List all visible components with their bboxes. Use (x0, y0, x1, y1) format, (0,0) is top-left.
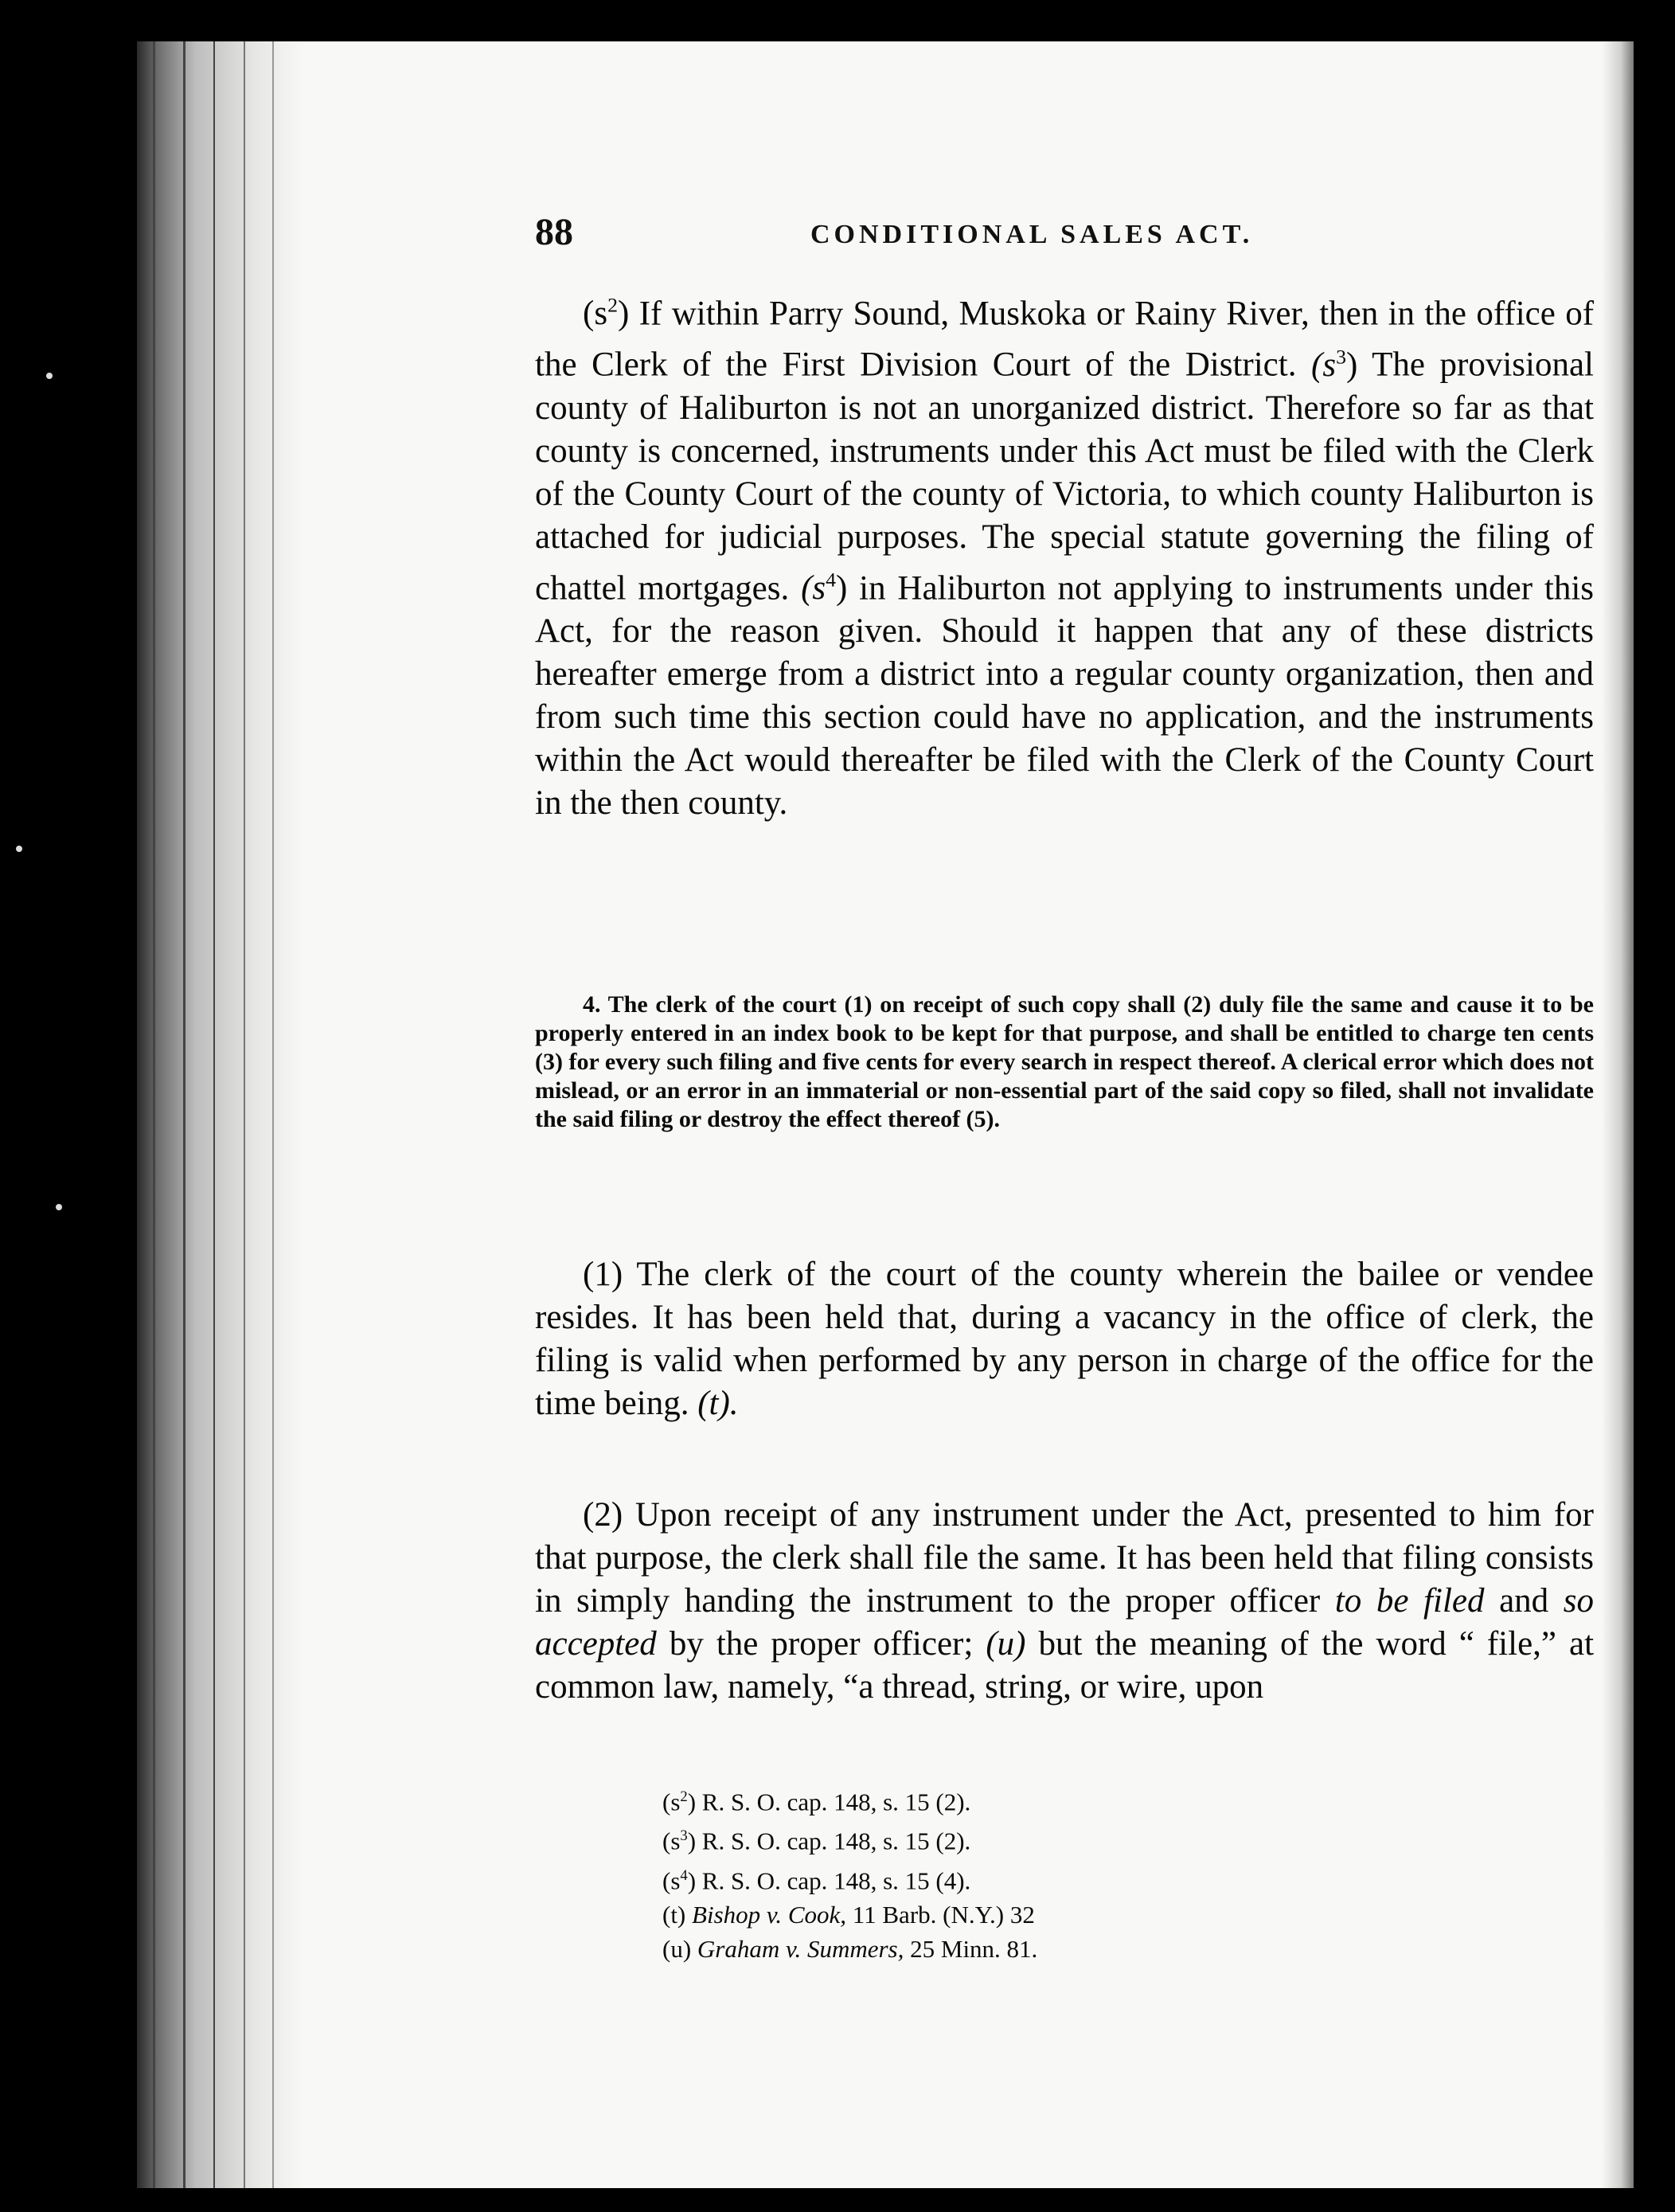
commentary-paragraph-3: (2) Upon receipt of any instrument under the Act, presented to him for that purpose, the clerk shall file the same. It has been held that filing consists in simply handing the instrument to the proper officer to be filed and so accepted by the proper officer; (u) but the meaning of the word “ file,” at common law, namely, “a thread, string, or wire, upon (535, 1496, 1595, 1706)
commentary-paragraph-2 (535, 1253, 1594, 1425)
paragraph-text: (2) Upon receipt of any instrument under the Act, presented to him for that purpose, the clerk shall file the same. It has been held that filing consists in simply handing the instrument to the proper officer (535, 1496, 1594, 1620)
ref-marker: $(s^3)$ (1311, 345, 1358, 384)
ref-marker: $(s^2)$ (583, 294, 630, 333)
footnote: $(s^3)$ R. S. O. cap. 148, s. 15 (2). (662, 1827, 971, 1855)
page-edge-shadow (1602, 41, 1634, 2188)
emphasis-text: to be filed (1334, 1582, 1485, 1620)
footnotes (535, 1780, 1594, 1966)
scan-speck (46, 373, 53, 379)
ref-marker: (u) (986, 1625, 1026, 1663)
book-page (137, 41, 1634, 2188)
commentary-paragraph-1 (535, 284, 1594, 825)
paragraph-text: (1) The clerk of the court of the county wherein the bailee or vendee resides. It has been held that, during a vacancy in the office of clerk, the filing is valid when performed by any person in charge of the office for the time being. (535, 1256, 1594, 1422)
section-text: The clerk of the court (1) on receipt of such copy shall (2) duly file the same and cause it to be properly entered in an index book to be kept for that purpose, and shall be entitled to charge ten cents (3) for every such filing and five cents for every search in respect thereof. A clerical error which does not mislead, or an error in an immaterial or non-essential part of the said copy so filed, shall not invalidate the said filing or destroy the effect thereof (5). (535, 991, 1594, 1132)
footnote: (u) Graham v. Summers, 25 Minn. 81. (662, 1934, 1038, 1963)
statute-section-4 (535, 991, 1594, 1134)
page-number: 88 (535, 211, 573, 253)
ref-marker: $(s^4)$ (801, 568, 848, 607)
paragraph-text: If within Parry Sound, Muskoka or Rainy River, then in the office of the Clerk of the First Division Court of the District. (535, 295, 1595, 384)
scan-speck (16, 846, 22, 852)
footnote: $(s^2)$ R. S. O. cap. 148, s. 15 (2). (662, 1788, 971, 1816)
paragraph-text: The provisional county of Haliburton is not an unorganized district. Therefore so far as that county is concerned, instruments under this Act must be filed with the Clerk of the County Court of the county of Victoria, to which county Haliburton is attached for judicial purposes. The special statute governing the filing of chattel mortgages. (535, 346, 1594, 607)
page-header (137, 210, 1634, 266)
ref-marker: (t). (697, 1385, 739, 1422)
footnote: $(s^4)$ R. S. O. cap. 148, s. 15 (4). (662, 1866, 971, 1894)
emphasis-text: so accepted (535, 1582, 1595, 1663)
running-head: CONDITIONAL SALES ACT. (810, 220, 1254, 249)
scan-speck (56, 1204, 62, 1210)
book-spine (137, 41, 304, 2188)
paragraph-text: in Haliburton not applying to instruments under this Act, for the reason given. Should it happen that any of these districts hereafter emerge from a district into a regular county organization, then and from such time this section could have no application, and the instruments within the Act would thereafter be filed with the Clerk of the County Court in the then county. (535, 569, 1595, 822)
section-number: 4. (583, 991, 601, 1018)
footnote: (t) Bishop v. Cook, 11 Barb. (N.Y.) 32 (662, 1900, 1035, 1929)
